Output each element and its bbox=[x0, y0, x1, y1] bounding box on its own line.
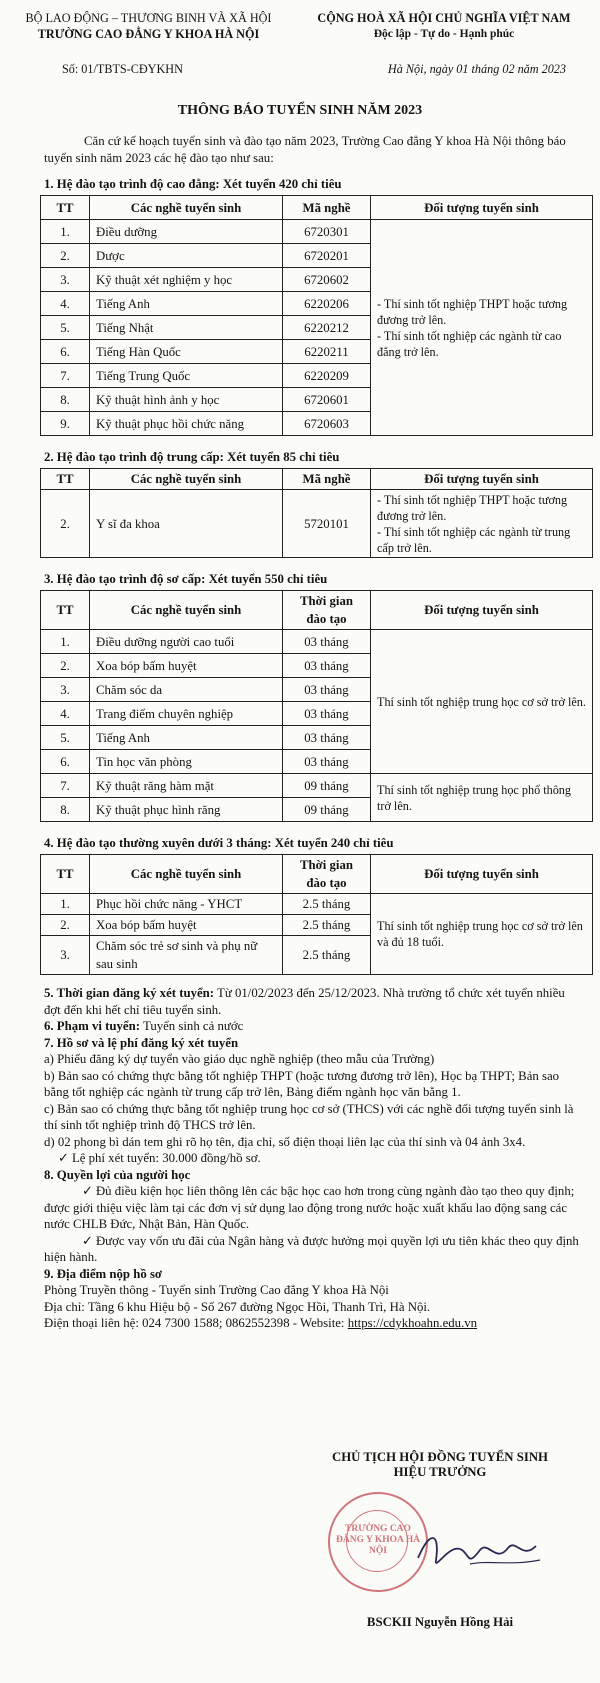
table-header-row bbox=[41, 591, 593, 630]
row-tt: 2. bbox=[41, 915, 90, 936]
row-objective bbox=[371, 490, 593, 558]
row-objective: Thí sinh tốt nghiệp trung học cơ sở trở lên. bbox=[371, 630, 593, 774]
row-tt: 4. bbox=[41, 702, 90, 726]
row-tt: 5. bbox=[41, 726, 90, 750]
row-objective: Thí sinh tốt nghiệp trung học cơ sở trở lên và đủ 18 tuổi. bbox=[371, 894, 593, 975]
row-program: Kỹ thuật răng hàm mặt bbox=[90, 774, 283, 798]
check-icon: ✓ bbox=[82, 1184, 93, 1198]
col-objective: Đối tượng tuyển sinh bbox=[371, 196, 593, 220]
country-name: CỘNG HOÀ XÃ HỘI CHỦ NGHĨA VIỆT NAM bbox=[317, 11, 571, 25]
row-tt: 8. bbox=[41, 798, 90, 822]
college-programs-table bbox=[40, 195, 593, 436]
col-objective: Đối tượng tuyển sinh bbox=[371, 469, 593, 490]
objective-line: - Thí sinh tốt nghiệp các ngành từ cao đẳng trở lên. bbox=[377, 328, 562, 359]
section-7-heading: 7. Hồ sơ và lệ phí đăng ký xét tuyển bbox=[44, 1035, 239, 1050]
signer-role-1: CHỦ TỊCH HỘI ĐỒNG TUYỂN SINH bbox=[331, 1450, 549, 1464]
row-program: Chăm sóc trẻ sơ sinh và phụ nữ sau sinh bbox=[90, 936, 283, 975]
short-course-table bbox=[40, 854, 593, 975]
section-5 bbox=[44, 985, 584, 1018]
row-tt: 6. bbox=[41, 750, 90, 774]
col-tt: TT bbox=[41, 591, 90, 630]
fee-text: Lệ phí xét tuyển: 30.000 đồng/hồ sơ. bbox=[71, 1151, 261, 1165]
section-2-heading: 2. Hệ đào tạo trình độ trung cấp: Xét tuyển 85 chỉ tiêu bbox=[44, 450, 340, 464]
school-name: TRƯỜNG CAO ĐẲNG Y KHOA HÀ NỘI bbox=[37, 27, 260, 41]
row-program: Kỹ thuật xét nghiệm y học bbox=[90, 268, 283, 292]
row-duration: 09 tháng bbox=[283, 774, 371, 798]
col-objective: Đối tượng tuyển sinh bbox=[371, 591, 593, 630]
row-duration: 2.5 tháng bbox=[283, 936, 371, 975]
row-program: Dược bbox=[90, 244, 283, 268]
row-tt: 3. bbox=[41, 268, 90, 292]
section-3-heading: 3. Hệ đào tạo trình độ sơ cấp: Xét tuyển 550 chỉ tiêu bbox=[44, 572, 328, 586]
col-program: Các nghề tuyển sinh bbox=[90, 591, 283, 630]
row-tt: 9. bbox=[41, 412, 90, 436]
website-link[interactable]: https://cdykhoahn.edu.vn bbox=[347, 1316, 478, 1330]
row-code: 6220211 bbox=[283, 340, 371, 364]
row-program: Tiếng Trung Quốc bbox=[90, 364, 283, 388]
row-program: Tiếng Anh bbox=[90, 726, 283, 750]
section-8-p1 bbox=[44, 1183, 584, 1233]
row-tt: 7. bbox=[41, 774, 90, 798]
motto: Độc lập - Tự do - Hạnh phúc bbox=[373, 28, 515, 40]
section-4-heading: 4. Hệ đào tạo thường xuyên dưới 3 tháng: Xét tuyển 240 chỉ tiêu bbox=[44, 836, 394, 850]
table-header-row bbox=[41, 469, 593, 490]
col-objective: Đối tượng tuyển sinh bbox=[371, 855, 593, 894]
col-program: Các nghề tuyển sinh bbox=[90, 469, 283, 490]
col-tt: TT bbox=[41, 469, 90, 490]
section-6 bbox=[44, 1018, 584, 1035]
col-duration: Thời gian đào tạo bbox=[283, 855, 371, 894]
table-row bbox=[41, 490, 593, 558]
document-title: THÔNG BÁO TUYỂN SINH NĂM 2023 bbox=[177, 103, 423, 118]
row-program: Tiếng Nhật bbox=[90, 316, 283, 340]
row-program: Điều dưỡng người cao tuổi bbox=[90, 630, 283, 654]
intro-paragraph: Căn cứ kế hoạch tuyển sinh và đào tạo năm 2023, Trường Cao đẳng Y khoa Hà Nội thông báo tuyển sinh năm 2023 các hệ đào tạo như sau: bbox=[44, 134, 566, 165]
row-tt: 6. bbox=[41, 340, 90, 364]
col-tt: TT bbox=[41, 855, 90, 894]
document-header bbox=[0, 10, 600, 42]
row-program: Tiếng Hàn Quốc bbox=[90, 340, 283, 364]
row-duration: 2.5 tháng bbox=[283, 894, 371, 915]
col-duration: Thời gian đào tạo bbox=[283, 591, 371, 630]
section-8-heading: 8. Quyền lợi của người học bbox=[44, 1167, 191, 1182]
office-name: Phòng Truyền thông - Tuyển sinh Trường Cao đẳng Y khoa Hà Nội bbox=[44, 1283, 389, 1297]
table-header-row bbox=[41, 196, 593, 220]
col-code: Mã nghề bbox=[283, 196, 371, 220]
row-duration: 2.5 tháng bbox=[283, 915, 371, 936]
section-1-heading: 1. Hệ đào tạo trình độ cao đẳng: Xét tuyển 420 chỉ tiêu bbox=[44, 177, 342, 191]
col-program: Các nghề tuyển sinh bbox=[90, 196, 283, 220]
section-5-label: 5. Thời gian đăng ký xét tuyển: bbox=[44, 986, 215, 1000]
section-6-label: 6. Phạm vi tuyển: bbox=[44, 1019, 140, 1033]
objective-line: - Thí sinh tốt nghiệp các ngành từ trung cấp trở lên. bbox=[377, 524, 571, 555]
row-code: 6720602 bbox=[283, 268, 371, 292]
signer-role-2: HIỆU TRƯỞNG bbox=[393, 1465, 487, 1479]
section-7-a: a) Phiếu đăng ký dự tuyển vào giáo dục nghề nghiệp (theo mẫu của Trường) bbox=[44, 1052, 435, 1066]
row-objective bbox=[371, 220, 593, 436]
row-code: 6720603 bbox=[283, 412, 371, 436]
table-row bbox=[41, 774, 593, 798]
row-duration: 03 tháng bbox=[283, 750, 371, 774]
section-6-text: Tuyển sinh cả nước bbox=[142, 1019, 244, 1033]
row-tt: 1. bbox=[41, 894, 90, 915]
check-icon: ✓ bbox=[82, 1233, 93, 1248]
national-block bbox=[294, 10, 594, 42]
signer-name: BSCKII Nguyễn Hồng Hải bbox=[366, 1615, 514, 1629]
table-row bbox=[41, 630, 593, 654]
row-duration: 03 tháng bbox=[283, 702, 371, 726]
section-8-p2 bbox=[44, 1233, 584, 1266]
section-5-text: Từ 01/02/2023 đến 25/12/2023. Nhà trường tổ chức xét tuyển nhiều đợt đến khi hết chỉ tiêu tuyển sinh. bbox=[44, 986, 565, 1017]
col-program: Các nghề tuyển sinh bbox=[90, 855, 283, 894]
row-duration: 03 tháng bbox=[283, 726, 371, 750]
section-7-b: b) Bản sao có chứng thực bằng tốt nghiệp THPT (hoặc tương đương trở lên), Học bạ THPT; Bản sao bằng tốt nghiệp các ngành từ trung cấp trở lên, Bảng điểm ngành học văn bằng 1. bbox=[44, 1068, 560, 1099]
section-7-fee bbox=[44, 1150, 584, 1167]
document-date: Hà Nội, ngày 01 tháng 02 năm 2023 bbox=[387, 62, 566, 76]
row-code: 6720601 bbox=[283, 388, 371, 412]
row-objective: Thí sinh tốt nghiệp trung học phổ thông trở lên. bbox=[371, 774, 593, 822]
row-program: Phục hồi chức năng - YHCT bbox=[90, 894, 283, 915]
row-program: Điều dưỡng bbox=[90, 220, 283, 244]
office-address: Địa chỉ: Tầng 6 khu Hiệu bộ - Số 267 đường Ngọc Hồi, Thanh Trì, Hà Nội. bbox=[44, 1299, 431, 1314]
row-program: Xoa bóp bấm huyệt bbox=[90, 915, 283, 936]
row-tt: 1. bbox=[41, 220, 90, 244]
row-program: Xoa bóp bấm huyệt bbox=[90, 654, 283, 678]
elementary-programs-table bbox=[40, 590, 593, 822]
section-9-heading: 9. Địa điểm nộp hồ sơ bbox=[44, 1266, 163, 1281]
row-code: 6220206 bbox=[283, 292, 371, 316]
contact-phones: Điện thoại liên hệ: 024 7300 1588; 0862552398 - Website: bbox=[44, 1316, 348, 1330]
section-7-c: c) Bản sao có chứng thực bằng tốt nghiệp trung học cơ sở (THCS) với các nghề đối tượng tuyển sinh là thí sinh tốt nghiệp trình độ THCS trở lên. bbox=[44, 1101, 574, 1132]
objective-line: - Thí sinh tốt nghiệp THPT hoặc tương đương trở lên. bbox=[377, 296, 568, 327]
row-tt: 3. bbox=[41, 936, 90, 975]
row-code: 6220212 bbox=[283, 316, 371, 340]
row-duration: 09 tháng bbox=[283, 798, 371, 822]
row-tt: 2. bbox=[41, 244, 90, 268]
table-row bbox=[41, 220, 593, 244]
document-number: Số: 01/TBTS-CĐYKHN bbox=[62, 62, 183, 76]
row-tt: 5. bbox=[41, 316, 90, 340]
issuer-block bbox=[6, 10, 291, 42]
ministry-name: BỘ LAO ĐỘNG – THƯƠNG BINH VÀ XÃ HỘI bbox=[25, 11, 272, 25]
handwritten-signature bbox=[410, 1520, 550, 1580]
row-program: Chăm sóc da bbox=[90, 678, 283, 702]
contact-line bbox=[44, 1315, 584, 1332]
intermediate-programs-table bbox=[40, 468, 593, 558]
check-icon: ✓ bbox=[58, 1151, 69, 1165]
row-program: Kỹ thuật hình ảnh y học bbox=[90, 388, 283, 412]
row-program: Kỹ thuật phục hồi chức năng bbox=[90, 412, 283, 436]
row-program: Tin học văn phòng bbox=[90, 750, 283, 774]
objective-line: - Thí sinh tốt nghiệp THPT hoặc tương đương trở lên. bbox=[377, 492, 568, 523]
row-program: Y sĩ đa khoa bbox=[90, 490, 283, 558]
table-header-row bbox=[41, 855, 593, 894]
row-code: 6220209 bbox=[283, 364, 371, 388]
row-duration: 03 tháng bbox=[283, 654, 371, 678]
table-row bbox=[41, 894, 593, 915]
row-tt: 3. bbox=[41, 678, 90, 702]
row-tt: 2. bbox=[41, 490, 90, 558]
row-program: Kỹ thuật phục hình răng bbox=[90, 798, 283, 822]
benefit-text: Đủ điều kiện học liên thông lên các bậc học cao hơn trong cùng ngành đào tạo theo quy định; được giới thiệu việc làm tại các đơn vị sử dụng lao động trong nước hoặc xuất khẩu lao động sang các nước CHLB Đức, Nhật Bản, Hàn Quốc. bbox=[44, 1184, 575, 1231]
row-tt: 2. bbox=[41, 654, 90, 678]
row-code: 5720101 bbox=[283, 490, 371, 558]
row-program: Trang điểm chuyên nghiệp bbox=[90, 702, 283, 726]
row-tt: 1. bbox=[41, 630, 90, 654]
row-tt: 8. bbox=[41, 388, 90, 412]
signature-block bbox=[300, 1450, 580, 1480]
row-duration: 03 tháng bbox=[283, 630, 371, 654]
reference-line bbox=[0, 62, 600, 77]
benefit-text: Được vay vốn ưu đãi của Ngân hàng và được hưởng mọi quyền lợi ưu tiên khác theo quy định hiện hành. bbox=[44, 1233, 579, 1264]
stamp-text: TRƯỜNG CAO ĐẲNG Y KHOA HÀ NỘI bbox=[335, 1524, 420, 1556]
col-tt: TT bbox=[41, 196, 90, 220]
row-tt: 4. bbox=[41, 292, 90, 316]
col-code: Mã nghề bbox=[283, 469, 371, 490]
row-code: 6720201 bbox=[283, 244, 371, 268]
row-duration: 03 tháng bbox=[283, 678, 371, 702]
row-tt: 7. bbox=[41, 364, 90, 388]
row-program: Tiếng Anh bbox=[90, 292, 283, 316]
row-code: 6720301 bbox=[283, 220, 371, 244]
section-7-d: d) 02 phong bì dán tem ghi rõ họ tên, địa chỉ, số điện thoại liên lạc của thí sinh và 04 ảnh 3x4. bbox=[44, 1134, 526, 1149]
